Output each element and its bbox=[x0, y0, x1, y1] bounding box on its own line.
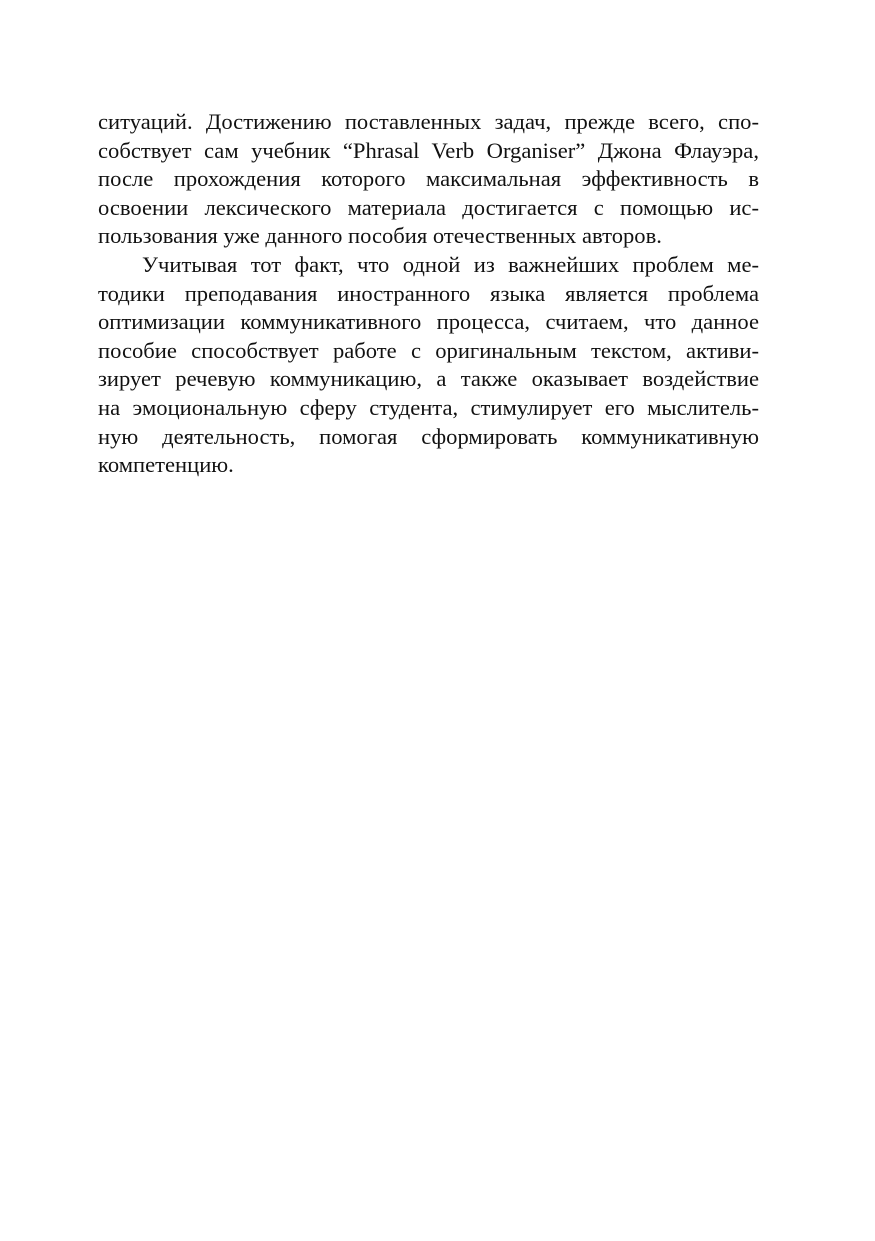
paragraph-1 bbox=[98, 108, 759, 251]
text-line: на эмоциональную сферу студента, стимулирует его мыслитель- bbox=[98, 394, 759, 420]
paragraph-2 bbox=[98, 251, 759, 480]
text-line: собствует сам учебник “Phrasal Verb Organiser” Джона Флауэра, bbox=[98, 137, 759, 163]
text-line: освоении лексического материала достигается с помощью ис- bbox=[98, 194, 759, 220]
text-line: пользования уже данного пособия отечественных авторов. bbox=[98, 223, 662, 249]
text-line: оптимизации коммуникативного процесса, считаем, что данное bbox=[98, 309, 759, 335]
text-line: пособие способствует работе с оригинальным текстом, активи- bbox=[98, 337, 759, 363]
text-line: ситуаций. Достижению поставленных задач, прежде всего, спо- bbox=[98, 109, 759, 134]
text-line: компетенцию. bbox=[98, 452, 234, 478]
body-text bbox=[98, 108, 759, 480]
text-line: после прохождения которого максимальная эффективность в bbox=[98, 166, 759, 192]
text-line: Учитывая тот факт, что одной из важнейших проблем ме- bbox=[142, 251, 759, 277]
text-line: тодики преподавания иностранного языка является проблема bbox=[98, 280, 759, 306]
text-line: зирует речевую коммуникацию, а также оказывает воздействие bbox=[98, 366, 759, 392]
text-line: ную деятельность, помогая сформировать коммуникативную bbox=[98, 423, 759, 449]
